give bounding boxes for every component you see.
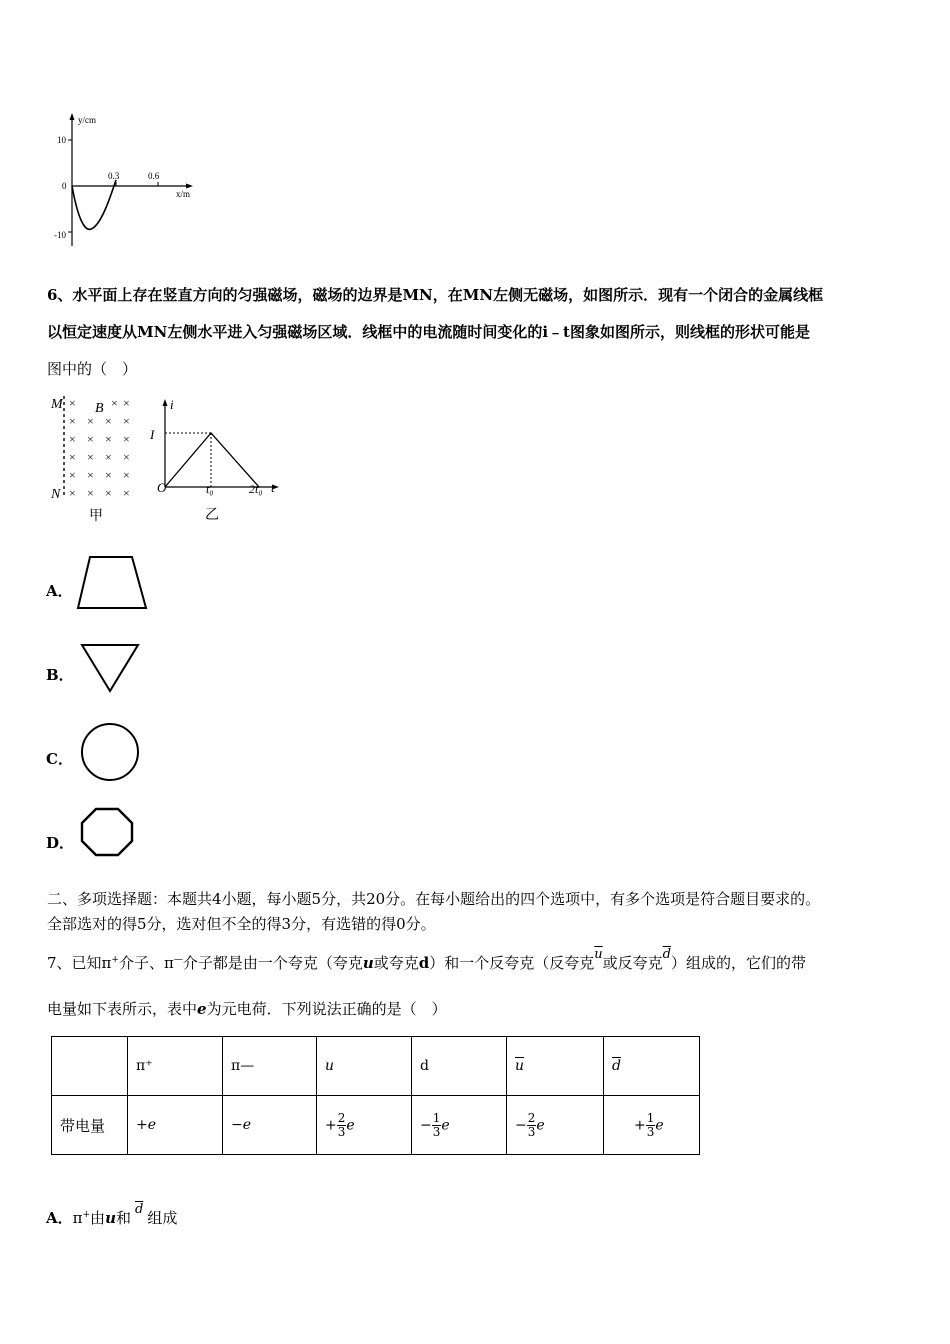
svg-text:×: ×	[87, 432, 94, 446]
svg-text:×: ×	[123, 432, 130, 446]
y-tick-neg10: -10	[54, 230, 66, 240]
label-O: O	[157, 480, 167, 495]
table-corner-cell	[52, 1037, 128, 1096]
section2-line2: 全部选对的得5分，选对但不全的得3分，有选错的得0分。	[47, 915, 436, 933]
svg-text:×: ×	[111, 396, 118, 410]
svg-text:×: ×	[123, 396, 130, 410]
q6-option-a-label[interactable]: A．	[46, 582, 73, 600]
svg-text:×: ×	[69, 468, 76, 482]
svg-text:×: ×	[123, 468, 130, 482]
cell-d-bar-charge: + $\frac{1}{3}$ e	[604, 1096, 700, 1155]
svg-text:×: ×	[87, 468, 94, 482]
label-N: N	[51, 487, 61, 502]
caption-jia: 甲	[89, 509, 103, 524]
svg-text:×: ×	[105, 468, 112, 482]
q6-option-b-label[interactable]: B．	[46, 666, 74, 684]
axis-i: i	[170, 397, 174, 412]
q7-line1: 7、已知π+介子、π—介子都是由一个夸克（夸克u或夸克d）和一个反夸克（反夸克$\overline{u}$或反夸克$\overline{d}$）组成的，它们的带	[47, 947, 806, 972]
figure-yi-graph	[145, 395, 285, 527]
header-pi-plus: π⁺	[128, 1037, 223, 1096]
q6-option-d-label[interactable]: D．	[46, 834, 75, 852]
label-t0: t₀	[206, 482, 214, 496]
header-d: d	[412, 1037, 507, 1096]
label-2t0: 2t₀	[249, 482, 263, 496]
y-tick-0: 0	[62, 181, 67, 191]
label-M: M	[51, 397, 63, 412]
svg-text:×: ×	[87, 486, 94, 500]
cell-u-charge: + $\frac{2}{3}$ e	[317, 1096, 412, 1155]
circle-icon[interactable]	[79, 721, 141, 783]
cell-d-charge: − $\frac{1}{3}$ e	[412, 1096, 507, 1155]
trapezoid-icon[interactable]	[74, 554, 150, 612]
label-I: I	[150, 427, 155, 442]
svg-text:×: ×	[87, 414, 94, 428]
header-u: u	[317, 1037, 412, 1096]
q6-line1: 6、水平面上存在竖直方向的匀强磁场，磁场的边界是MN，在MN左侧无磁场，如图所示．现有一个闭合的金属线框	[47, 286, 824, 304]
svg-text:×: ×	[105, 414, 112, 428]
svg-text:×: ×	[105, 450, 112, 464]
q6-line3: 图中的（ ）	[47, 360, 138, 378]
svg-text:×: ×	[123, 414, 130, 428]
axis-t: t	[271, 480, 275, 495]
cell-pi-plus-charge: +e	[128, 1096, 223, 1155]
q6-line2: 以恒定速度从MN左侧水平进入匀强磁场区域．线框中的电流随时间变化的i﹣t图象如图所示，则线框的形状可能是	[47, 323, 810, 341]
svg-text:×: ×	[105, 432, 112, 446]
svg-text:×: ×	[123, 450, 130, 464]
header-u-bar: $\overline{u}$	[507, 1037, 604, 1096]
row-label-charge: 带电量	[52, 1096, 128, 1155]
inverted-triangle-icon[interactable]	[78, 642, 142, 694]
svg-text:×: ×	[69, 432, 76, 446]
figure-jia-field	[45, 392, 145, 527]
q7-line2: 电量如下表所示，表中e为元电荷．下列说法正确的是（ ）	[47, 1000, 447, 1018]
svg-text:×: ×	[69, 450, 76, 464]
octagon-icon[interactable]	[79, 806, 135, 858]
svg-text:×: ×	[87, 450, 94, 464]
x-tick-0.6: 0.6	[148, 171, 160, 181]
svg-text:×: ×	[69, 414, 76, 428]
x-axis-label: x/m	[176, 189, 191, 199]
caption-yi: 乙	[205, 508, 219, 523]
wave-graph	[50, 110, 210, 250]
svg-text:×: ×	[69, 396, 76, 410]
cell-u-bar-charge: − $\frac{2}{3}$ e	[507, 1096, 604, 1155]
table-row	[52, 1096, 700, 1155]
section2-line1: 二、多项选择题：本题共4小题，每小题5分，共20分。在每小题给出的四个选项中，有多个选项是符合题目要求的。	[47, 890, 821, 908]
y-axis-label: y/cm	[78, 115, 96, 125]
q7-option-a[interactable]: A．π+由u和 $\overline{d}$ 组成	[46, 1202, 178, 1227]
header-d-bar: $\overline{d}$	[604, 1037, 700, 1096]
y-tick-10: 10	[57, 135, 66, 145]
header-pi-minus: π—	[223, 1037, 317, 1096]
cell-pi-minus-charge: −e	[223, 1096, 317, 1155]
x-tick-0.3: 0.3	[108, 171, 120, 181]
charge-table	[51, 1036, 700, 1155]
table-header-row	[52, 1037, 700, 1096]
svg-text:×: ×	[105, 486, 112, 500]
label-B: B	[95, 401, 104, 416]
q6-option-c-label[interactable]: C．	[46, 750, 73, 768]
svg-text:×: ×	[123, 486, 130, 500]
svg-text:×: ×	[69, 486, 76, 500]
